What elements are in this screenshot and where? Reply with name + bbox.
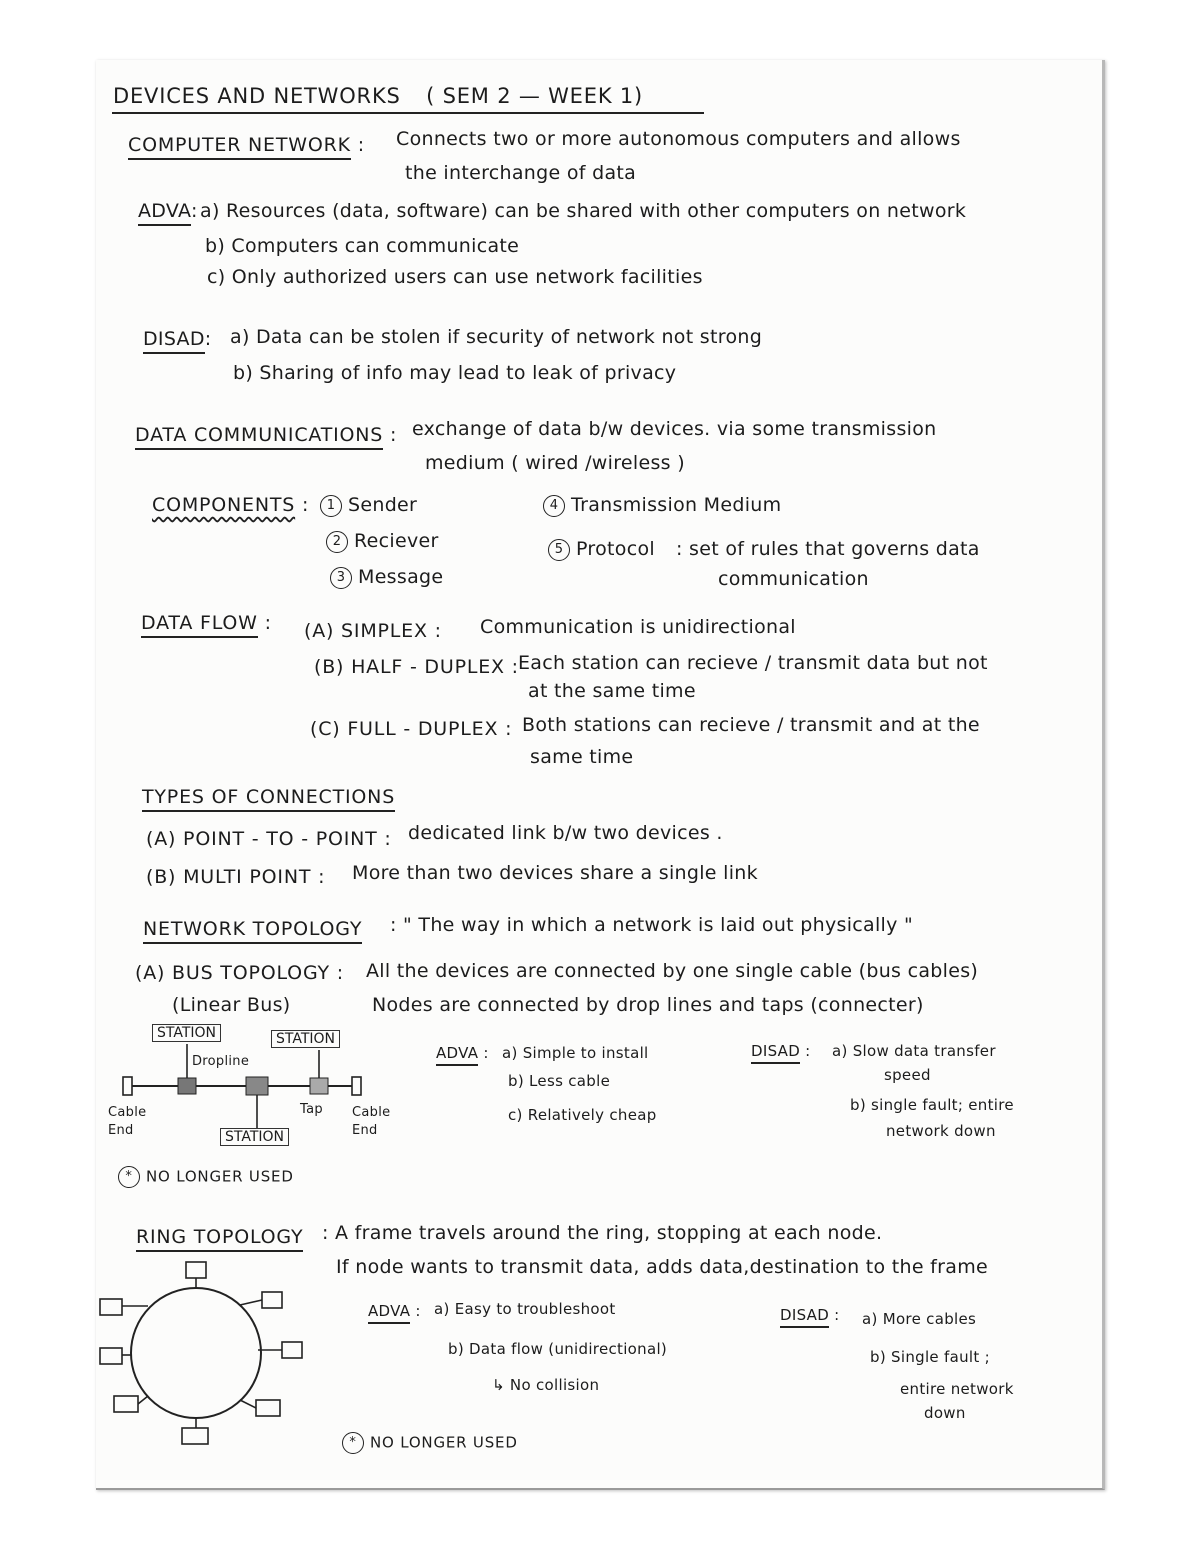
ring-node-right [282,1342,302,1358]
components-label: COMPONENTS : [152,494,310,516]
bus-note: * NO LONGER USED [118,1166,294,1188]
component-3: 3 Message [330,566,443,589]
cable-end-label-right: Cable End [352,1105,391,1138]
station-box-2: STATION [271,1030,340,1048]
protocol-def-2: communication [718,568,869,590]
data-flow-label: DATA FLOW : [141,612,272,634]
bus-disad-b: b) single fault; entire [850,1096,1014,1114]
ring-disad-b: b) Single fault ; [870,1348,990,1366]
component-2: 2 Reciever [326,530,439,553]
asterisk-icon: * [342,1432,364,1454]
computer-network-def-1: Connects two or more autonomous computers and allows [396,128,961,150]
multipoint-def: More than two devices share a single link [352,862,758,884]
dropline-label: Dropline [192,1054,250,1069]
ring-node-top [186,1262,206,1278]
full-duplex-def-1: Both stations can recieve / transmit and at the [522,714,980,736]
half-duplex-def-2: at the same time [528,680,696,702]
p2p-label: (A) POINT - TO - POINT : [146,828,392,850]
tap-label: Tap [300,1102,323,1117]
half-duplex-label: (B) HALF - DUPLEX : [314,656,519,678]
ring-disad-label: DISAD : [780,1306,840,1324]
adva-item-c: c) Only authorized users can use network facilities [207,266,703,288]
ring-node-bottom-right [256,1400,280,1416]
ring-node-top-left [100,1299,122,1315]
computer-network-def-2: the interchange of data [405,162,637,184]
bus-disad-label: DISAD : [751,1042,811,1060]
p2p-def: dedicated link b/w two devices . [408,822,723,844]
component-4: 4 Transmission Medium [543,494,781,517]
title-subtitle: ( SEM 2 — WEEK 1) [426,84,644,108]
bus-disad-b-cont: network down [886,1122,996,1140]
ring-adva-label: ADVA : [368,1302,421,1320]
connections-label: TYPES OF CONNECTIONS [142,786,395,808]
bus-adva-a: a) Simple to install [502,1044,649,1062]
disad-label: DISAD: [143,328,211,350]
cable-end-label-left: Cable End [108,1105,147,1138]
data-comm-def-1: exchange of data b/w devices. via some transmission [412,418,937,440]
full-duplex-def-2: same time [530,746,634,768]
adva-label: ADVA: [138,200,198,222]
ring-node-bottom-left [114,1396,138,1412]
bus-adva-b: b) Less cable [508,1072,611,1090]
ring-node-top-right [262,1292,282,1308]
ring-node-left [100,1348,122,1364]
bus-def-2: Nodes are connected by drop lines and taps (connecter) [372,994,924,1016]
ring-disad-a: a) More cables [862,1310,977,1328]
asterisk-icon: * [118,1166,140,1188]
bus-adva-label: ADVA : [436,1044,489,1062]
ring-disad-b-cont2: down [924,1404,966,1422]
protocol-def-1: : set of rules that governs data [676,538,980,560]
bus-def-1: All the devices are connected by one single cable (bus cables) [366,960,979,982]
ring-note: * NO LONGER USED [342,1432,518,1454]
bus-adva-c: c) Relatively cheap [508,1106,657,1124]
multipoint-label: (B) MULTI POINT : [146,866,326,888]
disad-item-a: a) Data can be stolen if security of network not strong [230,326,763,348]
full-duplex-label: (C) FULL - DUPLEX : [310,718,513,740]
bus-disad-a-cont: speed [884,1066,931,1084]
topology-def: : " The way in which a network is laid out physically " [390,914,914,936]
bus-sub: (Linear Bus) [172,994,291,1016]
component-1: 1 Sender [320,494,417,517]
ring-circle [131,1288,261,1418]
bus-disad-a: a) Slow data transfer [832,1042,996,1060]
ring-node-bottom [182,1428,208,1444]
component-5: 5 Protocol [548,538,655,561]
ring-adva-c: ↳ No collision [492,1376,600,1394]
adva-item-b: b) Computers can communicate [205,235,520,257]
computer-network-term: COMPUTER NETWORK : [128,134,365,156]
ring-def-1: : A frame travels around the ring, stopping at each node. [322,1222,883,1244]
disad-item-b: b) Sharing of info may lead to leak of privacy [233,362,677,384]
adva-item-a: a) Resources (data, software) can be shared with other computers on network [200,200,967,222]
half-duplex-def-1: Each station can recieve / transmit data but not [518,652,988,674]
station-box-3: STATION [220,1128,289,1146]
data-comm-term: DATA COMMUNICATIONS : [135,424,397,446]
data-comm-def-2: medium ( wired /wireless ) [425,452,685,474]
ring-adva-b: b) Data flow (unidirectional) [448,1340,668,1358]
simplex-def: Communication is unidirectional [480,616,796,638]
title-text: DEVICES AND NETWORKS [113,84,401,108]
ring-def-2: If node wants to transmit data, adds data,destination to the frame [336,1256,989,1278]
ring-label: RING TOPOLOGY [136,1226,303,1248]
station-box-1: STATION [152,1024,221,1042]
ring-disad-b-cont: entire network [900,1380,1014,1398]
ring-adva-a: a) Easy to troubleshoot [434,1300,616,1318]
bus-label: (A) BUS TOPOLOGY : [135,962,344,984]
simplex-label: (A) SIMPLEX : [304,620,442,642]
topology-label: NETWORK TOPOLOGY [143,918,362,940]
